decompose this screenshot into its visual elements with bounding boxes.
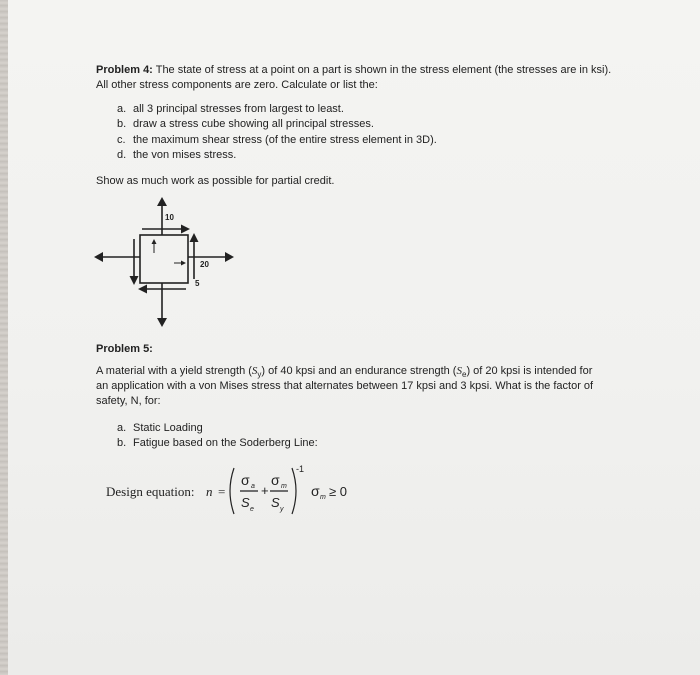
den-sub-e: e: [250, 506, 254, 513]
problem5-line3: safety, N, for:: [96, 395, 161, 407]
equation-n: n: [206, 484, 213, 499]
problem5-line2: an application with a von Mises stress that alternates between 17 kpsi and 3 kpsi. What is the factor of: [96, 380, 594, 392]
num-sub-m: m: [281, 483, 287, 490]
label-sigma-y: 10: [165, 213, 174, 222]
stress-element-diagram: [90, 195, 240, 335]
plus-sign: +: [261, 483, 269, 498]
equation-label: Design equation:: [106, 484, 195, 499]
label-sigma-x: 20: [200, 260, 209, 269]
problem5-label: Problem 5:: [96, 343, 153, 355]
num-sub-a: a: [251, 483, 255, 490]
equation-equals: =: [218, 484, 226, 499]
problem5-item-b: b. Fatigue based on the Soderberg Line:: [117, 437, 318, 449]
label-tau: 5: [195, 279, 200, 288]
num-sigma-a: σ: [241, 472, 250, 488]
top-shear-arrowhead: [181, 225, 190, 234]
problem4-line2: All other stress components are zero. Calculate or list the:: [96, 79, 378, 91]
soderberg-equation: [225, 462, 365, 522]
den-s-e: S: [241, 495, 250, 510]
right-shear-arrowhead: [190, 233, 199, 242]
right-stress-arrowhead: [225, 252, 234, 262]
num-sigma-m: σ: [271, 472, 280, 488]
bottom-stress-arrowhead: [157, 318, 167, 327]
left-paren: [230, 468, 234, 514]
den-s-y: S: [271, 495, 280, 510]
problem4-item-c: c. the maximum shear stress (of the entire stress element in 3D).: [117, 134, 437, 146]
problem5-line1: A material with a yield strength $(S_y)$ of 40 kpsi and an endurance strength $(S_e)$ of 20 kpsi is intended for: [96, 365, 593, 380]
problem4-line1: Problem 4: The state of stress at a point on a part is shown in the stress element (the stresses are in ksi).: [96, 64, 612, 76]
problem4-item-b: b. draw a stress cube showing all principal stresses.: [117, 118, 374, 130]
left-stress-arrowhead: [94, 252, 103, 262]
cond-sigma: σ: [311, 483, 320, 499]
problem4-item-a: a. all 3 principal stresses from largest to least.: [117, 103, 344, 115]
bottom-shear-arrowhead: [138, 285, 147, 294]
paper-sheet: [8, 0, 700, 675]
left-shear-arrowhead: [130, 276, 139, 285]
exponent: -1: [296, 464, 305, 474]
den-sub-y: y: [280, 506, 284, 513]
cond-geq-zero: ≥ 0: [329, 484, 347, 499]
inner-tick-x-head: [181, 261, 186, 266]
stress-element-square: [140, 235, 188, 283]
problem4-note: Show as much work as possible for partial credit.: [96, 175, 335, 187]
cond-sub-m: m: [320, 494, 326, 501]
inner-tick-y-head: [152, 239, 157, 244]
problem5-item-a: a. Static Loading: [117, 422, 203, 434]
top-stress-arrowhead: [157, 197, 167, 206]
right-paren: [292, 468, 296, 514]
problem4-item-d: d. the von mises stress.: [117, 149, 237, 161]
problem4-label: Problem 4:: [96, 64, 153, 76]
